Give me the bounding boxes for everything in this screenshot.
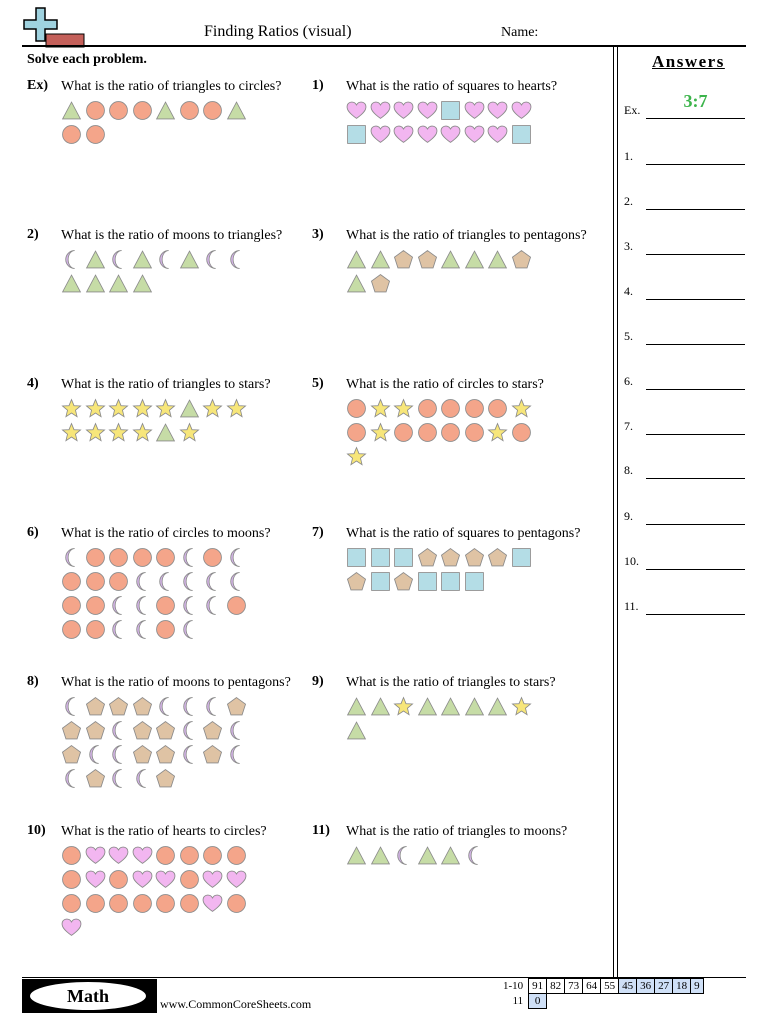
- star-icon: [108, 398, 129, 419]
- square-icon: [370, 547, 391, 568]
- circle-icon: [226, 595, 247, 616]
- circle-icon: [393, 422, 414, 443]
- moon-icon: [179, 619, 200, 640]
- circle-icon: [85, 124, 106, 145]
- shape-group: [61, 398, 261, 446]
- problem-question: What is the ratio of triangles to moons?: [346, 824, 568, 839]
- moon-icon: [61, 249, 82, 270]
- star-icon: [132, 398, 153, 419]
- heart-icon: [226, 869, 247, 890]
- answer-blank[interactable]: [646, 614, 745, 615]
- circle-icon: [179, 845, 200, 866]
- heart-icon: [202, 893, 223, 914]
- pentagon-icon: [132, 696, 153, 717]
- score-range: 1-10: [503, 980, 524, 992]
- column-divider: [617, 47, 618, 977]
- heart-icon: [370, 124, 391, 145]
- circle-icon: [440, 398, 461, 419]
- pentagon-icon: [202, 744, 223, 765]
- triangle-icon: [179, 398, 200, 419]
- moon-icon: [155, 249, 176, 270]
- heart-icon: [487, 100, 508, 121]
- triangle-icon: [464, 249, 485, 270]
- triangle-icon: [346, 696, 367, 717]
- heart-icon: [417, 100, 438, 121]
- pentagon-icon: [132, 744, 153, 765]
- heart-icon: [393, 124, 414, 145]
- score-row: [500, 994, 703, 1009]
- circle-icon: [346, 398, 367, 419]
- shape-group: [346, 100, 546, 148]
- moon-icon: [132, 595, 153, 616]
- pentagon-icon: [61, 744, 82, 765]
- heart-icon: [440, 124, 461, 145]
- square-icon: [417, 571, 438, 592]
- problem-number: 2): [27, 227, 39, 242]
- circle-icon: [179, 893, 200, 914]
- score-cell: 36: [637, 979, 655, 994]
- math-brand-label: Math: [30, 982, 146, 1010]
- star-icon: [85, 422, 106, 443]
- moon-icon: [108, 768, 129, 789]
- heart-icon: [108, 845, 129, 866]
- circle-icon: [61, 571, 82, 592]
- moon-icon: [226, 571, 247, 592]
- problem-number: 5): [312, 376, 324, 391]
- star-icon: [511, 398, 532, 419]
- problem-number: 9): [312, 674, 324, 689]
- moon-icon: [202, 571, 223, 592]
- circle-icon: [85, 547, 106, 568]
- star-icon: [85, 398, 106, 419]
- shape-group: [61, 696, 261, 792]
- square-icon: [393, 547, 414, 568]
- star-icon: [226, 398, 247, 419]
- score-cell: 0: [529, 994, 547, 1009]
- circle-icon: [61, 893, 82, 914]
- site-url: www.CommonCoreSheets.com: [160, 997, 312, 1011]
- triangle-icon: [61, 273, 82, 294]
- plus-logo-icon: [22, 6, 86, 48]
- triangle-icon: [85, 273, 106, 294]
- moon-icon: [393, 845, 414, 866]
- pentagon-icon: [226, 696, 247, 717]
- heart-icon: [511, 100, 532, 121]
- pentagon-icon: [346, 571, 367, 592]
- pentagon-icon: [155, 720, 176, 741]
- circle-icon: [440, 422, 461, 443]
- pentagon-icon: [370, 273, 391, 294]
- shape-group: [346, 547, 546, 595]
- moon-icon: [464, 845, 485, 866]
- answer-blank[interactable]: [646, 569, 745, 570]
- circle-icon: [108, 571, 129, 592]
- circle-icon: [511, 422, 532, 443]
- pentagon-icon: [440, 547, 461, 568]
- moon-icon: [108, 249, 129, 270]
- star-icon: [179, 422, 200, 443]
- triangle-icon: [346, 273, 367, 294]
- triangle-icon: [417, 696, 438, 717]
- answer-blank[interactable]: [646, 524, 745, 525]
- answer-blank[interactable]: [646, 299, 745, 300]
- score-cell: 18: [673, 979, 691, 994]
- triangle-icon: [464, 696, 485, 717]
- triangle-icon: [226, 100, 247, 121]
- shape-group: [346, 398, 546, 470]
- problem-number: 3): [312, 227, 324, 242]
- problem-number: 8): [27, 674, 39, 689]
- pentagon-icon: [155, 744, 176, 765]
- answers-heading: Answers: [652, 52, 725, 71]
- triangle-icon: [346, 720, 367, 741]
- answer-label: 2.: [624, 194, 633, 208]
- score-cell: 64: [583, 979, 601, 994]
- answer-label: 6.: [624, 374, 633, 388]
- shape-group: [61, 547, 261, 643]
- triangle-icon: [132, 273, 153, 294]
- problem-question: What is the ratio of moons to pentagons?: [61, 675, 291, 690]
- moon-icon: [61, 547, 82, 568]
- moon-icon: [108, 619, 129, 640]
- square-icon: [511, 547, 532, 568]
- triangle-icon: [417, 845, 438, 866]
- star-icon: [393, 398, 414, 419]
- square-icon: [346, 547, 367, 568]
- answer-blank[interactable]: [646, 389, 745, 390]
- circle-icon: [132, 100, 153, 121]
- heart-icon: [61, 917, 82, 938]
- answer-blank[interactable]: [646, 164, 745, 165]
- problem-question: What is the ratio of hearts to circles?: [61, 824, 267, 839]
- problem-question: What is the ratio of circles to moons?: [61, 526, 271, 541]
- moon-icon: [61, 696, 82, 717]
- problem-number: 1): [312, 78, 324, 93]
- star-icon: [393, 696, 414, 717]
- shape-group: [346, 845, 546, 869]
- answer-label: 4.: [624, 284, 633, 298]
- shape-group: [346, 696, 546, 744]
- score-row: [500, 979, 703, 994]
- score-cell: 91: [529, 979, 547, 994]
- circle-icon: [417, 398, 438, 419]
- triangle-icon: [370, 845, 391, 866]
- square-icon: [346, 124, 367, 145]
- circle-icon: [226, 845, 247, 866]
- circle-icon: [464, 398, 485, 419]
- circle-icon: [85, 893, 106, 914]
- score-cell: 82: [547, 979, 565, 994]
- moon-icon: [85, 744, 106, 765]
- pentagon-icon: [202, 720, 223, 741]
- moon-icon: [179, 595, 200, 616]
- circle-icon: [108, 100, 129, 121]
- answer-blank[interactable]: [646, 254, 745, 255]
- circle-icon: [202, 547, 223, 568]
- score-cell: 9: [691, 979, 704, 994]
- heart-icon: [370, 100, 391, 121]
- problem-question: What is the ratio of triangles to pentagons?: [346, 228, 587, 243]
- star-icon: [346, 446, 367, 467]
- pentagon-icon: [393, 571, 414, 592]
- pentagon-icon: [155, 768, 176, 789]
- moon-icon: [132, 619, 153, 640]
- answer-label: 3.: [624, 239, 633, 253]
- star-icon: [202, 398, 223, 419]
- circle-icon: [155, 893, 176, 914]
- moon-icon: [179, 696, 200, 717]
- moon-icon: [132, 768, 153, 789]
- shape-group: [346, 249, 546, 297]
- moon-icon: [108, 744, 129, 765]
- triangle-icon: [487, 249, 508, 270]
- column-divider: [613, 47, 614, 977]
- triangle-icon: [61, 100, 82, 121]
- pentagon-icon: [393, 249, 414, 270]
- moon-icon: [179, 744, 200, 765]
- header-rule: [22, 45, 746, 47]
- circle-icon: [108, 547, 129, 568]
- answer-label: 9.: [624, 509, 633, 523]
- score-cell: 55: [601, 979, 619, 994]
- problem-number: Ex): [27, 78, 48, 93]
- example-answer-value: 3:7: [683, 91, 708, 111]
- star-icon: [487, 422, 508, 443]
- pentagon-icon: [417, 547, 438, 568]
- answer-label: 10.: [624, 554, 639, 568]
- problem-number: 4): [27, 376, 39, 391]
- moon-icon: [202, 696, 223, 717]
- pentagon-icon: [85, 768, 106, 789]
- circle-icon: [155, 619, 176, 640]
- heart-icon: [346, 100, 367, 121]
- circle-icon: [487, 398, 508, 419]
- answer-label: 5.: [624, 329, 633, 343]
- triangle-icon: [108, 273, 129, 294]
- problem-question: What is the ratio of triangles to stars?: [346, 675, 556, 690]
- circle-icon: [108, 893, 129, 914]
- problem-question: What is the ratio of triangles to stars?: [61, 377, 271, 392]
- moon-icon: [108, 595, 129, 616]
- heart-icon: [155, 869, 176, 890]
- pentagon-icon: [464, 547, 485, 568]
- answer-label: 11.: [624, 599, 639, 613]
- star-icon: [108, 422, 129, 443]
- circle-icon: [464, 422, 485, 443]
- moon-icon: [202, 249, 223, 270]
- moon-icon: [155, 696, 176, 717]
- circle-icon: [61, 869, 82, 890]
- circle-icon: [155, 547, 176, 568]
- circle-icon: [346, 422, 367, 443]
- pentagon-icon: [85, 720, 106, 741]
- star-icon: [155, 398, 176, 419]
- circle-icon: [61, 595, 82, 616]
- moon-icon: [155, 571, 176, 592]
- heart-icon: [464, 124, 485, 145]
- triangle-icon: [487, 696, 508, 717]
- answer-blank[interactable]: [646, 118, 745, 119]
- pentagon-icon: [132, 720, 153, 741]
- circle-icon: [155, 595, 176, 616]
- circle-icon: [61, 619, 82, 640]
- answer-blank[interactable]: [646, 344, 745, 345]
- circle-icon: [85, 100, 106, 121]
- heart-icon: [132, 869, 153, 890]
- score-cell: 45: [619, 979, 637, 994]
- pentagon-icon: [61, 720, 82, 741]
- problem-question: What is the ratio of triangles to circles?: [61, 79, 282, 94]
- star-icon: [61, 398, 82, 419]
- triangle-icon: [155, 422, 176, 443]
- score-cell: 73: [565, 979, 583, 994]
- shape-group: [61, 249, 261, 297]
- star-icon: [511, 696, 532, 717]
- circle-icon: [61, 124, 82, 145]
- square-icon: [511, 124, 532, 145]
- heart-icon: [393, 100, 414, 121]
- heart-icon: [464, 100, 485, 121]
- star-icon: [132, 422, 153, 443]
- score-cell: 27: [655, 979, 673, 994]
- pentagon-icon: [487, 547, 508, 568]
- heart-icon: [417, 124, 438, 145]
- circle-icon: [179, 100, 200, 121]
- shape-group: [61, 100, 261, 148]
- answer-label: 1.: [624, 149, 633, 163]
- moon-icon: [226, 547, 247, 568]
- triangle-icon: [85, 249, 106, 270]
- circle-icon: [132, 893, 153, 914]
- circle-icon: [132, 547, 153, 568]
- star-icon: [370, 398, 391, 419]
- heart-icon: [202, 869, 223, 890]
- star-icon: [370, 422, 391, 443]
- circle-icon: [155, 845, 176, 866]
- problem-question: What is the ratio of squares to hearts?: [346, 79, 558, 94]
- moon-icon: [226, 744, 247, 765]
- instructions: Solve each problem.: [27, 52, 147, 67]
- answer-blank[interactable]: [646, 434, 745, 435]
- moon-icon: [202, 595, 223, 616]
- circle-icon: [85, 619, 106, 640]
- moon-icon: [226, 720, 247, 741]
- moon-icon: [179, 571, 200, 592]
- answer-label: 7.: [624, 419, 633, 433]
- problem-number: 7): [312, 525, 324, 540]
- circle-icon: [202, 845, 223, 866]
- answer-blank[interactable]: [646, 478, 745, 479]
- heart-icon: [487, 124, 508, 145]
- circle-icon: [85, 595, 106, 616]
- square-icon: [440, 100, 461, 121]
- shape-group: [61, 845, 261, 941]
- circle-icon: [61, 845, 82, 866]
- square-icon: [440, 571, 461, 592]
- problem-number: 11): [312, 823, 330, 838]
- name-label: Name:: [501, 25, 539, 40]
- triangle-icon: [440, 696, 461, 717]
- moon-icon: [226, 249, 247, 270]
- triangle-icon: [155, 100, 176, 121]
- worksheet-title: Finding Ratios (visual): [204, 23, 352, 40]
- moon-icon: [61, 768, 82, 789]
- score-range: 11: [512, 995, 524, 1007]
- triangle-icon: [132, 249, 153, 270]
- problem-number: 6): [27, 525, 39, 540]
- triangle-icon: [346, 249, 367, 270]
- square-icon: [370, 571, 391, 592]
- problem-question: What is the ratio of circles to stars?: [346, 377, 544, 392]
- circle-icon: [85, 571, 106, 592]
- heart-icon: [85, 845, 106, 866]
- triangle-icon: [440, 845, 461, 866]
- triangle-icon: [179, 249, 200, 270]
- circle-icon: [108, 869, 129, 890]
- moon-icon: [132, 571, 153, 592]
- triangle-icon: [346, 845, 367, 866]
- score-table: [500, 978, 704, 1009]
- heart-icon: [132, 845, 153, 866]
- square-icon: [464, 571, 485, 592]
- pentagon-icon: [108, 696, 129, 717]
- circle-icon: [202, 100, 223, 121]
- answer-blank[interactable]: [646, 209, 745, 210]
- circle-icon: [179, 869, 200, 890]
- circle-icon: [417, 422, 438, 443]
- star-icon: [61, 422, 82, 443]
- problem-number: 10): [27, 823, 46, 838]
- answer-label: Ex.: [624, 103, 641, 117]
- pentagon-icon: [511, 249, 532, 270]
- triangle-icon: [440, 249, 461, 270]
- pentagon-icon: [417, 249, 438, 270]
- heart-icon: [85, 869, 106, 890]
- triangle-icon: [370, 696, 391, 717]
- answer-label: 8.: [624, 463, 633, 477]
- triangle-icon: [370, 249, 391, 270]
- problem-question: What is the ratio of squares to pentagons?: [346, 526, 581, 541]
- moon-icon: [179, 720, 200, 741]
- pentagon-icon: [85, 696, 106, 717]
- moon-icon: [108, 720, 129, 741]
- problem-question: What is the ratio of moons to triangles?: [61, 228, 283, 243]
- circle-icon: [226, 893, 247, 914]
- moon-icon: [179, 547, 200, 568]
